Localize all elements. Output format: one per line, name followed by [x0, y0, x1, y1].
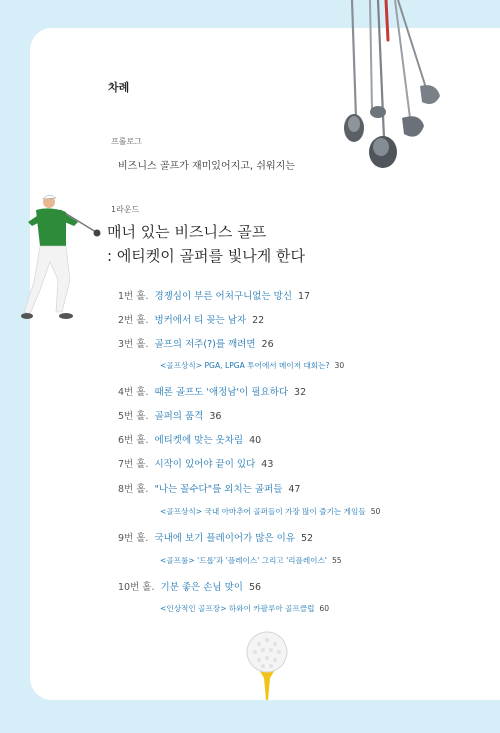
round-label: 1라운드	[111, 205, 140, 214]
hole-number: 3번 홀.	[118, 339, 149, 350]
entry-title: <골프룰> '드롭'과 '플레이스' 그리고 '리플레이스'	[160, 556, 327, 565]
entry-title: <골프상식> 국내 아마추어 골퍼들이 가장 많이 즐기는 게임들	[160, 507, 366, 516]
entry-title: 기분 좋은 손님 맞이	[160, 582, 243, 593]
page-number: 47	[288, 484, 301, 495]
entry-title: 시작이 있어야 끝이 있다	[154, 459, 256, 470]
toc-title: 차례	[108, 81, 130, 94]
toc-entry[interactable]	[118, 312, 264, 326]
hole-number: 2번 홀.	[118, 315, 149, 326]
hole-number: 1번 홀.	[118, 291, 149, 302]
entry-title: 골프의 저주(?)를 깨려면	[154, 339, 256, 350]
page-number: 60	[319, 604, 330, 613]
hole-number: 9번 홀.	[118, 533, 149, 544]
page-number: 26	[261, 339, 274, 350]
page-number: 50	[370, 507, 381, 516]
page-number: 52	[301, 533, 314, 544]
page-number: 43	[261, 459, 274, 470]
toc-entry[interactable]	[118, 579, 261, 593]
toc-entry[interactable]	[118, 456, 273, 470]
toc-sub-entry[interactable]	[160, 603, 329, 614]
hole-number: 7번 홀.	[118, 459, 149, 470]
hole-number: 4번 홀.	[118, 387, 149, 398]
toc-sub-entry[interactable]	[160, 555, 342, 566]
entry-title: 벙커에서 티 꽂는 남자	[154, 315, 247, 326]
entry-title: 국내에 보기 플레이어가 많은 이유	[154, 533, 296, 544]
page-number: 32	[294, 387, 307, 398]
toc-entry[interactable]	[118, 384, 306, 398]
entry-title: 골퍼의 품격	[154, 411, 204, 422]
entry-title: 에티켓에 맞는 옷차림	[154, 435, 244, 446]
prologue-label: 프롤로그	[111, 137, 142, 146]
page-number: 40	[249, 435, 262, 446]
page-number: 36	[209, 411, 222, 422]
toc-sub-entry[interactable]	[160, 360, 344, 371]
entry-title: 경쟁심이 부른 어처구니없는 망신	[154, 291, 292, 302]
hole-number: 6번 홀.	[118, 435, 149, 446]
hole-number: 5번 홀.	[118, 411, 149, 422]
prologue-text[interactable]: 비즈니스 골프가 재미있어지고, 쉬워지는	[118, 161, 295, 172]
toc-entry[interactable]	[118, 288, 310, 302]
toc-entry[interactable]	[118, 336, 274, 350]
toc-entry[interactable]	[118, 432, 261, 446]
page-number: 55	[331, 556, 342, 565]
page-number: 22	[252, 315, 265, 326]
toc-sub-entry[interactable]	[160, 506, 380, 517]
entry-title: 때론 골프도 '애정남'이 필요하다	[154, 387, 289, 398]
entry-title: <인상적인 골프장> 하와이 카팔루아 골프클럽	[160, 604, 315, 613]
round-title-line1: 매너 있는 비즈니스 골프	[107, 223, 267, 241]
toc-entry[interactable]	[118, 530, 313, 544]
hole-number: 8번 홀.	[118, 484, 149, 495]
toc-entry[interactable]	[118, 481, 300, 495]
page-number: 17	[298, 291, 311, 302]
page-number: 30	[334, 361, 345, 370]
toc-entry[interactable]	[118, 408, 221, 422]
round-title-line2: : 에티켓이 골퍼를 빛나게 한다	[107, 247, 306, 265]
entry-title: <골프상식> PGA, LPGA 투어에서 메이저 대회는?	[160, 361, 330, 370]
page-number: 56	[248, 582, 262, 593]
entry-title: "나는 꼴수다"를 외치는 골퍼들	[154, 484, 283, 495]
hole-number: 10번 홀.	[118, 582, 155, 593]
